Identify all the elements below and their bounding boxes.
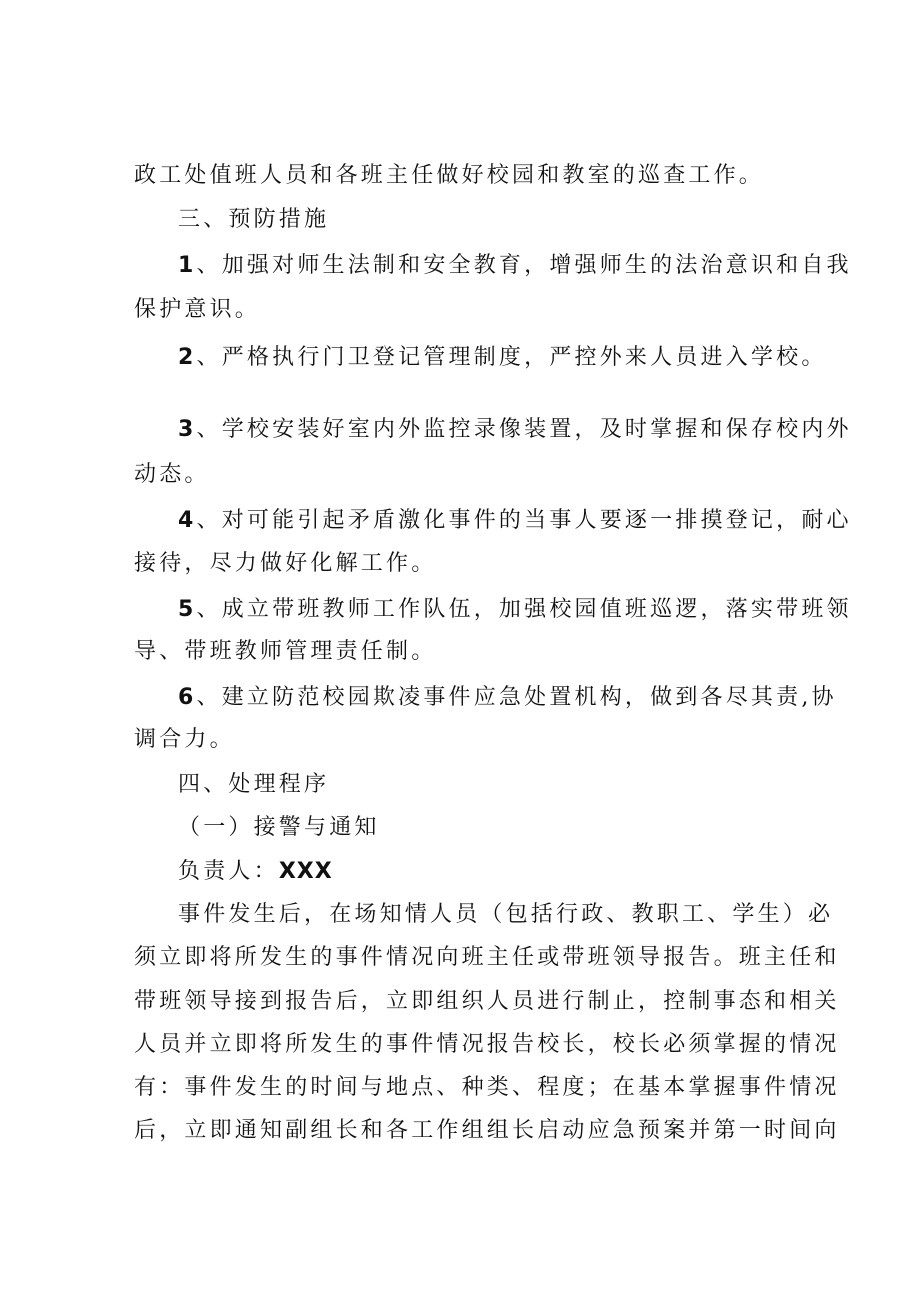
text: 保护意识。 bbox=[134, 297, 261, 322]
text: 、对可能引起矛盾激化事件的当事人要逐一排摸登记，耐心 bbox=[196, 508, 852, 533]
paragraph-line bbox=[134, 161, 764, 191]
paragraph-line bbox=[178, 900, 833, 930]
text: 、成立带班教师工作队伍，加强校园值班巡逻，落实带班领 bbox=[196, 597, 852, 622]
list-item-5 bbox=[178, 595, 852, 625]
paragraph-line bbox=[134, 943, 840, 973]
paragraph-line bbox=[134, 987, 840, 1017]
item-number: 5 bbox=[178, 597, 197, 622]
list-item-4 bbox=[178, 506, 852, 536]
text: 四、处理程序 bbox=[178, 772, 330, 797]
text: 、加强对师生法制和安全教育，增强师生的法治意识和自我 bbox=[196, 253, 852, 278]
paragraph-line bbox=[134, 725, 235, 755]
text: （一）接警与通知 bbox=[178, 815, 380, 840]
value: XXX bbox=[278, 859, 333, 884]
text: 带班领导接到报告后，立即组织人员进行制止，控制事态和相关 bbox=[134, 989, 840, 1014]
item-number: 6 bbox=[178, 685, 197, 710]
responsible-person bbox=[178, 857, 333, 887]
paragraph-line bbox=[134, 1030, 840, 1060]
subsection-heading bbox=[178, 813, 380, 843]
section-heading-procedure bbox=[178, 770, 329, 800]
item-number: 1 bbox=[178, 253, 197, 278]
item-number: 3 bbox=[178, 417, 197, 442]
list-item-6 bbox=[178, 683, 837, 713]
text: 三、预防措施 bbox=[178, 207, 330, 232]
text: 须立即将所发生的事件情况向班主任或带班领导报告。班主任和 bbox=[134, 945, 840, 970]
section-heading-prevention bbox=[178, 205, 329, 235]
text: 有：事件发生的时间与地点、种类、程度；在基本掌握事件情况 bbox=[134, 1075, 840, 1100]
text: 事件发生后，在场知情人员（包括行政、教职工、学生）必 bbox=[178, 902, 834, 927]
paragraph-line bbox=[134, 637, 436, 667]
text: 导、带班教师管理责任制。 bbox=[134, 639, 437, 664]
paragraph-line bbox=[134, 460, 210, 490]
text: 调合力。 bbox=[134, 727, 235, 752]
list-item-3 bbox=[178, 415, 852, 445]
item-number: 2 bbox=[178, 345, 197, 370]
text: 接待，尽力做好化解工作。 bbox=[134, 551, 437, 576]
text: 、严格执行门卫登记管理制度，严控外来人员进入学校。 bbox=[196, 345, 827, 370]
text: 后，立即通知副组长和各工作组组长启动应急预案并第一时间向 bbox=[134, 1118, 840, 1143]
text: 人员并立即将所发生的事件情况报告校长，校长必须掌握的情况 bbox=[134, 1032, 840, 1057]
text: 、学校安装好室内外监控录像装置，及时掌握和保存校内外 bbox=[196, 417, 852, 442]
paragraph-line bbox=[134, 295, 260, 325]
text: 、建立防范校园欺凌事件应急处置机构，做到各尽其责,协 bbox=[196, 685, 837, 710]
paragraph-line bbox=[134, 1073, 840, 1103]
text: 政工处值班人员和各班主任做好校园和教室的巡查工作。 bbox=[134, 163, 765, 188]
text: 动态。 bbox=[134, 462, 210, 487]
list-item-1 bbox=[178, 251, 852, 281]
item-number: 4 bbox=[178, 508, 197, 533]
label: 负责人： bbox=[178, 859, 279, 884]
paragraph-line bbox=[134, 549, 436, 579]
list-item-2 bbox=[178, 343, 827, 373]
paragraph-line bbox=[134, 1116, 840, 1146]
